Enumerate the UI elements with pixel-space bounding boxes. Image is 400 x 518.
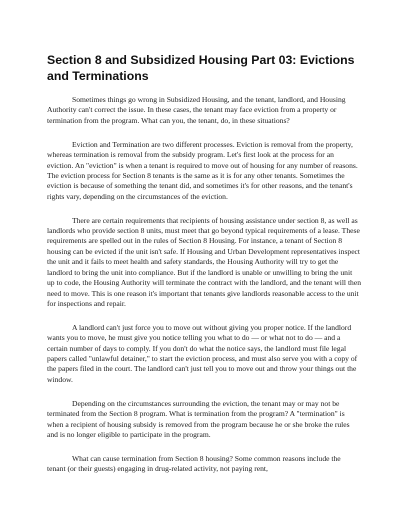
document-title: Section 8 and Subsidized Housing Part 03: Evictions and Terminations <box>47 53 355 83</box>
paragraph-termination-causes: What can cause termination from Section 8 housing? Some common reasons include the tenant (or their guests) engaging in drug-related activity, not paying rent, <box>47 453 341 474</box>
paragraph-eviction-vs-termination: Eviction and Termination are two different processes. Eviction is removal from the property, whereas termination is removal from the subsidy program. Let's first look at the process for an eviction. An "eviction" is when a tenant is required to move out of housing for any number of reasons. The eviction process for Section 8 tenants is the same as it is for any other tenants. Sometimes the eviction is because of something the tenant did, and sometimes it's for other reasons, and the tenant's rights vary, depending on the circumstances of the eviction. <box>47 139 358 201</box>
paragraph-requirements: There are certain requirements that recipients of housing assistance under section 8, as well as landlords who provide section 8 units, must meet that go beyond typical requirements of a lease. These requirements are spelled out in the rules of Section 8 Housing. For instance, a tenant of Section 8 housing can be evicted if the unit isn't safe. If Housing and Urban Development representatives inspect the unit and it fails to meet health and safety standards, the Housing Authority will try to get the landlord to bring the unit into compliance. But if the landlord is unable or unwilling to bring the unit up to code, the Housing Authority will terminate the contract with the landlord, and the tenant will then need to move. This is one reason it's important that tenants give landlords reasonable access to the unit for inspections and repair. <box>47 215 362 308</box>
paragraph-notice: A landlord can't just force you to move out without giving you proper notice. If the landlord wants you to move, he must give you notice telling you what to do — or what not to do — and a certain number of days to comply. If you don't do what the notice says, the landlord must file legal papers called "unlawful detainer," to start the eviction process, and must also serve you with a copy of the papers filed in the court. The landlord can't just tell you to move out and throw your things out the window. <box>47 322 358 384</box>
document-body <box>47 95 361 488</box>
paragraph-intro: Sometimes things go wrong in Subsidized Housing, and the tenant, landlord, and Housing Authority can't correct the issue. In these cases, the tenant may face eviction from a property or termination from the program. What can you, the tenant, do, in these situations? <box>47 95 346 125</box>
paragraph-termination: Depending on the circumstances surrounding the eviction, the tenant may or may not be terminated from the Section 8 program. What is termination from the program? A "termination" is when a recipient of housing subsidy is removed from the program because he or she broke the rules and is no longer eligible to participate in the program. <box>47 398 350 439</box>
